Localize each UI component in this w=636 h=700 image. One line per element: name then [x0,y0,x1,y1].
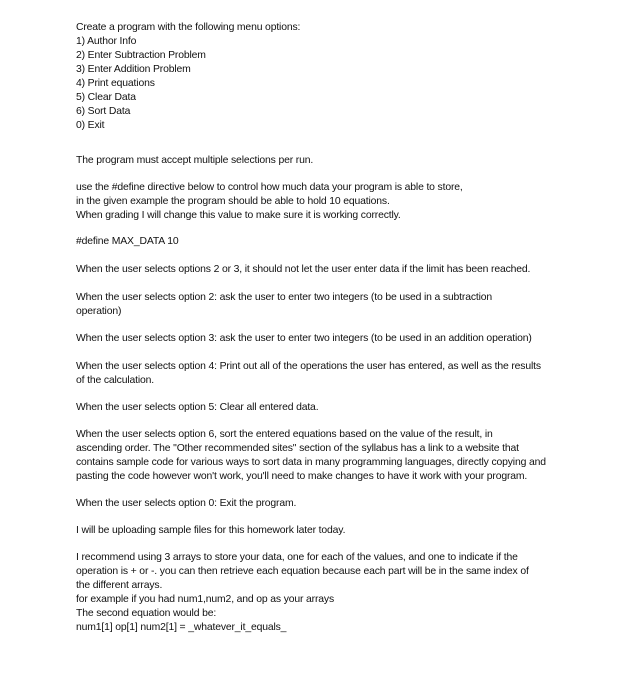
define-paragraph [76,181,568,223]
paragraph-line: operation) [76,306,122,317]
menu-list [76,35,568,133]
paragraph-line: of the calculation. [76,375,155,386]
menu-item: 0) Exit [76,120,105,131]
menu-item: 5) Clear Data [76,92,136,103]
option-4-paragraph [76,360,568,388]
paragraph-line: ascending order. The "Other recommended sites" section of the syllabus has a link to a website that [76,443,519,454]
option-0-text: When the user selects option 0: Exit the program. [76,498,297,509]
define-line: #define MAX_DATA 10 [76,236,179,247]
paragraph-line: in the given example the program should be able to hold 10 equations. [76,196,390,207]
recommend-paragraph [76,551,568,635]
paragraph-line: When grading I will change this value to make sure it is working correctly. [76,210,401,221]
paragraph-line: contains sample code for various ways to sort data in many programming languages, directly copying and [76,457,546,468]
paragraph-line: When the user selects option 6, sort the entered equations based on the value of the result, in [76,429,493,440]
option-5-text: When the user selects option 5: Clear all entered data. [76,402,319,413]
multi-selection-text: The program must accept multiple selections per run. [76,155,314,166]
option-2-paragraph [76,291,568,319]
document-body [76,21,568,635]
menu-item: 1) Author Info [76,36,137,47]
paragraph-line: use the #define directive below to control how much data your program is able to store, [76,182,463,193]
sample-files-text: I will be uploading sample files for this homework later today. [76,525,346,536]
paragraph-line: num1[1] op[1] num2[1] = _whatever_it_equals_ [76,622,287,633]
paragraph-line: pasting the code however won't work, you'll need to make changes to have it work with your program. [76,471,528,482]
paragraph-line: When the user selects option 2: ask the user to enter two integers (to be used in a subtraction [76,292,493,303]
paragraph-line: the different arrays. [76,580,163,591]
paragraph-line: operation is + or -. you can then retrieve each equation because each part will be in the same index of [76,566,529,577]
option-6-paragraph [76,428,568,484]
paragraph-line: for example if you had num1,num2, and op as your arrays [76,594,335,605]
menu-item: 2) Enter Subtraction Problem [76,50,206,61]
option-3-text: When the user selects option 3: ask the user to enter two integers (to be used in an addition operation) [76,333,532,344]
paragraph-line: The second equation would be: [76,608,217,619]
menu-item: 4) Print equations [76,78,155,89]
intro-text: Create a program with the following menu options: [76,22,301,33]
option-2-3-limit-text: When the user selects options 2 or 3, it should not let the user enter data if the limit has been reached. [76,264,531,275]
menu-item: 3) Enter Addition Problem [76,64,191,75]
paragraph-line: When the user selects option 4: Print out all of the operations the user has entered, as well as the results [76,361,541,372]
paragraph-line: I recommend using 3 arrays to store your data, one for each of the values, and one to indicate if the [76,552,518,563]
menu-item: 6) Sort Data [76,106,131,117]
